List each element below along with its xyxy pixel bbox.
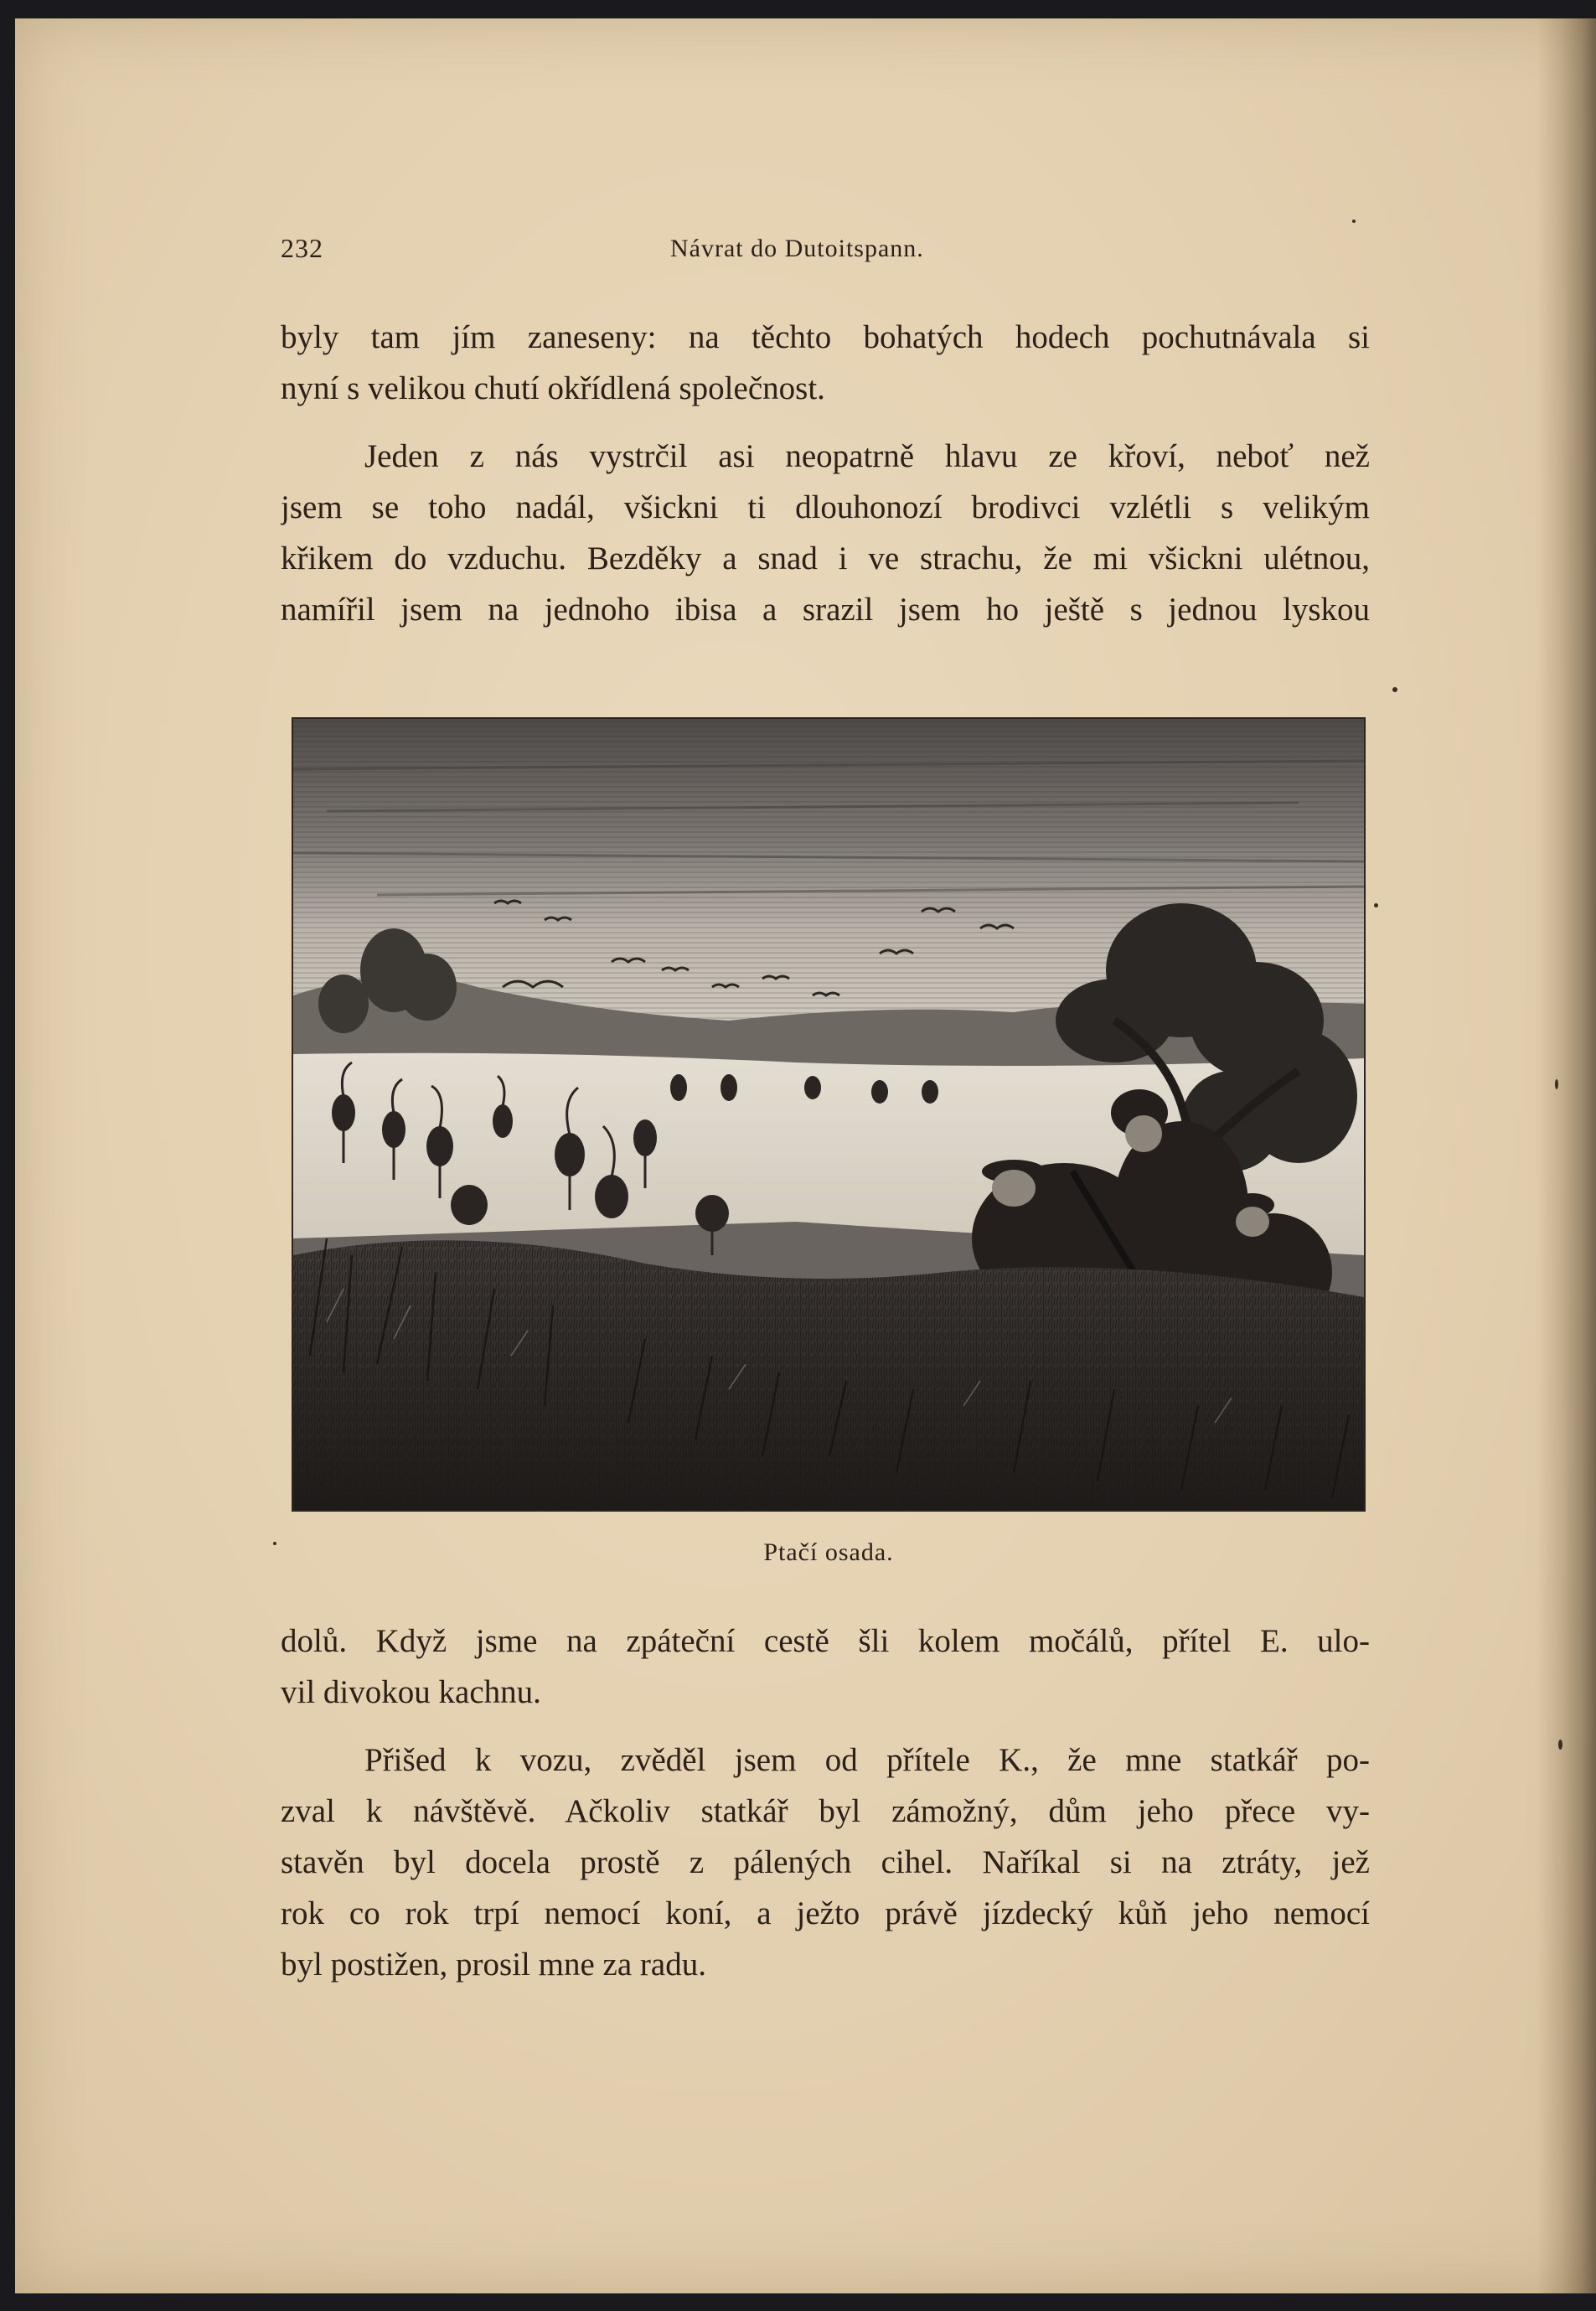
text-line: dolů. Když jsme na zpáteční cestě šli kolem močálů, přítel E. ulo- [281, 1623, 1370, 1659]
text-after-figure [281, 1616, 1370, 1990]
text-line: jsem se toho nadál, všickni ti dlouhonozí brodivci vzlétli s velikým [281, 489, 1370, 525]
text-line: stavěn byl docela prostě z pálených cihel. Naříkal si na ztráty, jež [281, 1844, 1370, 1880]
paragraph-4 [281, 1735, 1370, 1990]
text-line: křikem do vzduchu. Bezděky a snad i ve strachu, že mi všickni ulétnou, [281, 540, 1370, 576]
scan-speck [1555, 1079, 1558, 1089]
text-before-figure [281, 312, 1370, 635]
running-title: Návrat do Dutoitspann. [670, 235, 924, 262]
text-line: vil divokou kachnu. [281, 1674, 541, 1710]
running-head [281, 233, 1370, 266]
scan-speck [273, 1542, 276, 1545]
text-line: byl postižen, prosil mne za radu. [281, 1947, 706, 1983]
paragraph-2 [281, 431, 1370, 635]
scan-speck [1374, 903, 1378, 907]
paragraph-1 [281, 312, 1370, 414]
scan-speck [1558, 1740, 1562, 1750]
engraving-illustration [293, 719, 1364, 1510]
scan-speck [1352, 220, 1356, 223]
page-number: 232 [281, 233, 323, 263]
text-line: namířil jsem na jednoho ibisa a srazil jsem ho ještě s jednou lyskou [281, 592, 1370, 628]
page-gutter-shadow [1537, 18, 1596, 2293]
text-line: nyní s velikou chutí okřídlená společnost. [281, 370, 825, 406]
text-line: Jeden z nás vystrčil asi neopatrně hlavu ze křoví, neboť než [364, 438, 1370, 474]
text-line: zval k návštěvě. Ačkoliv statkář byl zámožný, dům jeho přece vy- [281, 1793, 1370, 1829]
text-line: byly tam jím zaneseny: na těchto bohatých hodech pochutnávala si [281, 319, 1370, 355]
text-line: rok co rok trpí nemocí koní, a ježto právě jízdecký kůň jeho nemocí [281, 1895, 1370, 1931]
scan-speck [1392, 687, 1397, 692]
figure-caption: Ptačí osada. [763, 1538, 894, 1566]
paragraph-3 [281, 1616, 1370, 1718]
engraving-bird-colony [292, 717, 1366, 1512]
text-line: Přišed k vozu, zvěděl jsem od přítele K., že mne statkář po- [364, 1742, 1370, 1778]
